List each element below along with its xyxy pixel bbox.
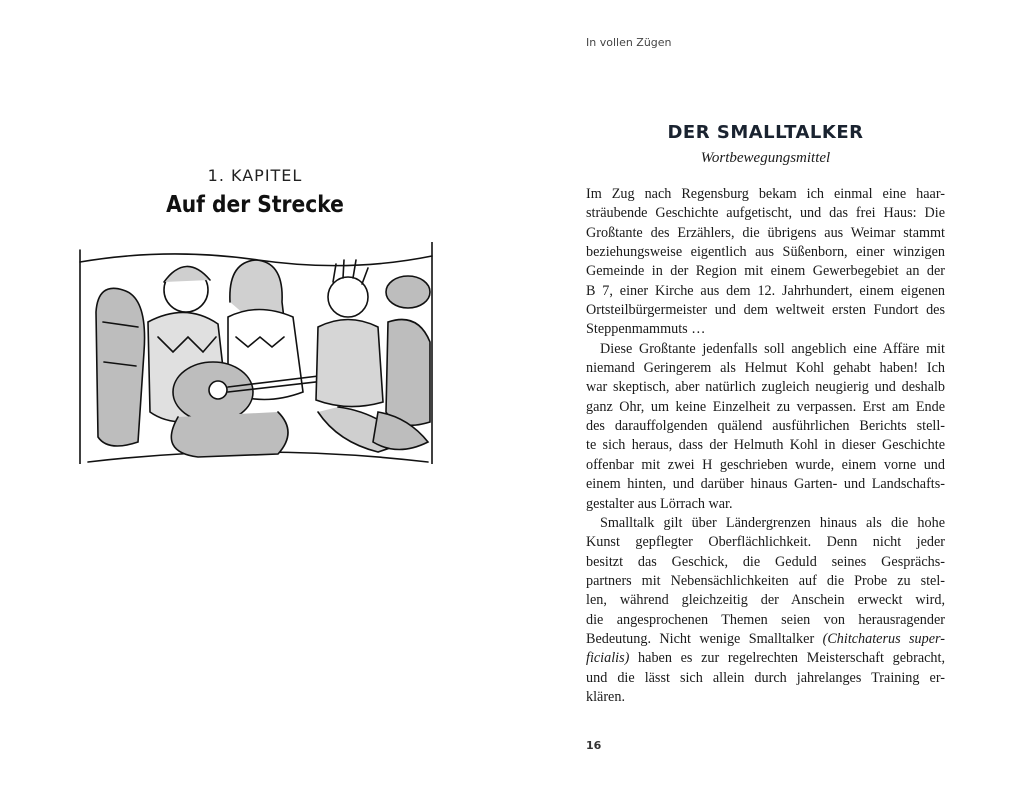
body-line: niemand Geringerem als Helmut Kohl gehabt haben! Ich: [586, 360, 945, 377]
body-line: ganz Ohr, um keine Einzelheit zu verpassen. Erst am Ende: [586, 398, 945, 415]
page-number: 16: [586, 739, 602, 752]
body-line: B 7, einer Kirche aus dem 12. Jahrhundert, einem eigenen: [586, 282, 945, 299]
body-line: besitzt das Geschick, die Geduld seines Gesprächs-: [586, 553, 945, 570]
body-line: Großtante des Erzählers, die übrigens aus Weimar stammt: [586, 224, 945, 241]
body-line: einem hinten, und darüber hinaus Garten- und Landschafts-: [586, 476, 945, 493]
body-line: beziehungsweise eigentlich aus Süßenborn, einer winzigen: [586, 244, 945, 261]
body-line: te sich heraus, dass der Helmuth Kohl in dieser Geschichte: [586, 437, 945, 454]
body-line: Steppenmammuts …: [586, 321, 706, 338]
body-line: partners mit Nebensächlichkeiten auf die Probe zu stel-: [586, 572, 945, 589]
section-title: DER SMALLTALKER: [667, 122, 864, 143]
body-line: klären.: [586, 688, 625, 705]
section-subtitle: Wortbewegungsmittel: [700, 150, 831, 166]
body-line: offenbar mit zwei H geschrieben wurde, einem vorne und: [586, 456, 945, 473]
body-line: war skeptisch, aber natürlich zugleich neugierig und deshalb: [586, 379, 945, 396]
chapter-number: 1. KAPITEL: [207, 166, 303, 185]
body-line: len, während gleichzeitig der Anschein erweckt wird,: [586, 592, 945, 609]
body-line: die angesprochenen Themen seien von herausragender: [586, 611, 945, 628]
body-line: sträubende Geschichte aufgetischt, und das frei Haus: Die: [586, 205, 945, 222]
body-line: Bedeutung. Nicht wenige Smalltalker (Chitchaterus super-: [586, 630, 946, 647]
body-line: Im Zug nach Regensburg bekam ich einmal eine haar-: [586, 186, 945, 202]
body-line: Smalltalk gilt über Ländergrenzen hinaus als die hohe: [600, 514, 945, 531]
body-line: ficialis) haben es zur regelrechten Meisterschaft gebracht,: [586, 650, 945, 667]
running-head: In vollen Zügen: [586, 36, 672, 49]
body-text: [586, 185, 945, 707]
body-line: und die lässt sich allein durch jahrelanges Training er-: [586, 669, 945, 686]
body-line: Ortsteilbürgermeister und dem weltweit ersten Fundort des: [586, 302, 945, 319]
body-line: Diese Großtante jedenfalls soll angeblich eine Affäre mit: [600, 340, 945, 357]
train-passengers-illustration: [78, 242, 434, 464]
chapter-title: Auf der Strecke: [166, 192, 344, 218]
body-line: des darauffolgenden quälend ausführlichen Berichts stell-: [586, 418, 945, 435]
body-line: Kunst gepflegter Oberflächlichkeit. Denn nicht jeder: [586, 534, 945, 551]
body-line: Gemeinde in der Region mit einem Gewerbegebiet an der: [586, 263, 945, 280]
body-line: gestalter aus Lörrach war.: [586, 495, 733, 512]
